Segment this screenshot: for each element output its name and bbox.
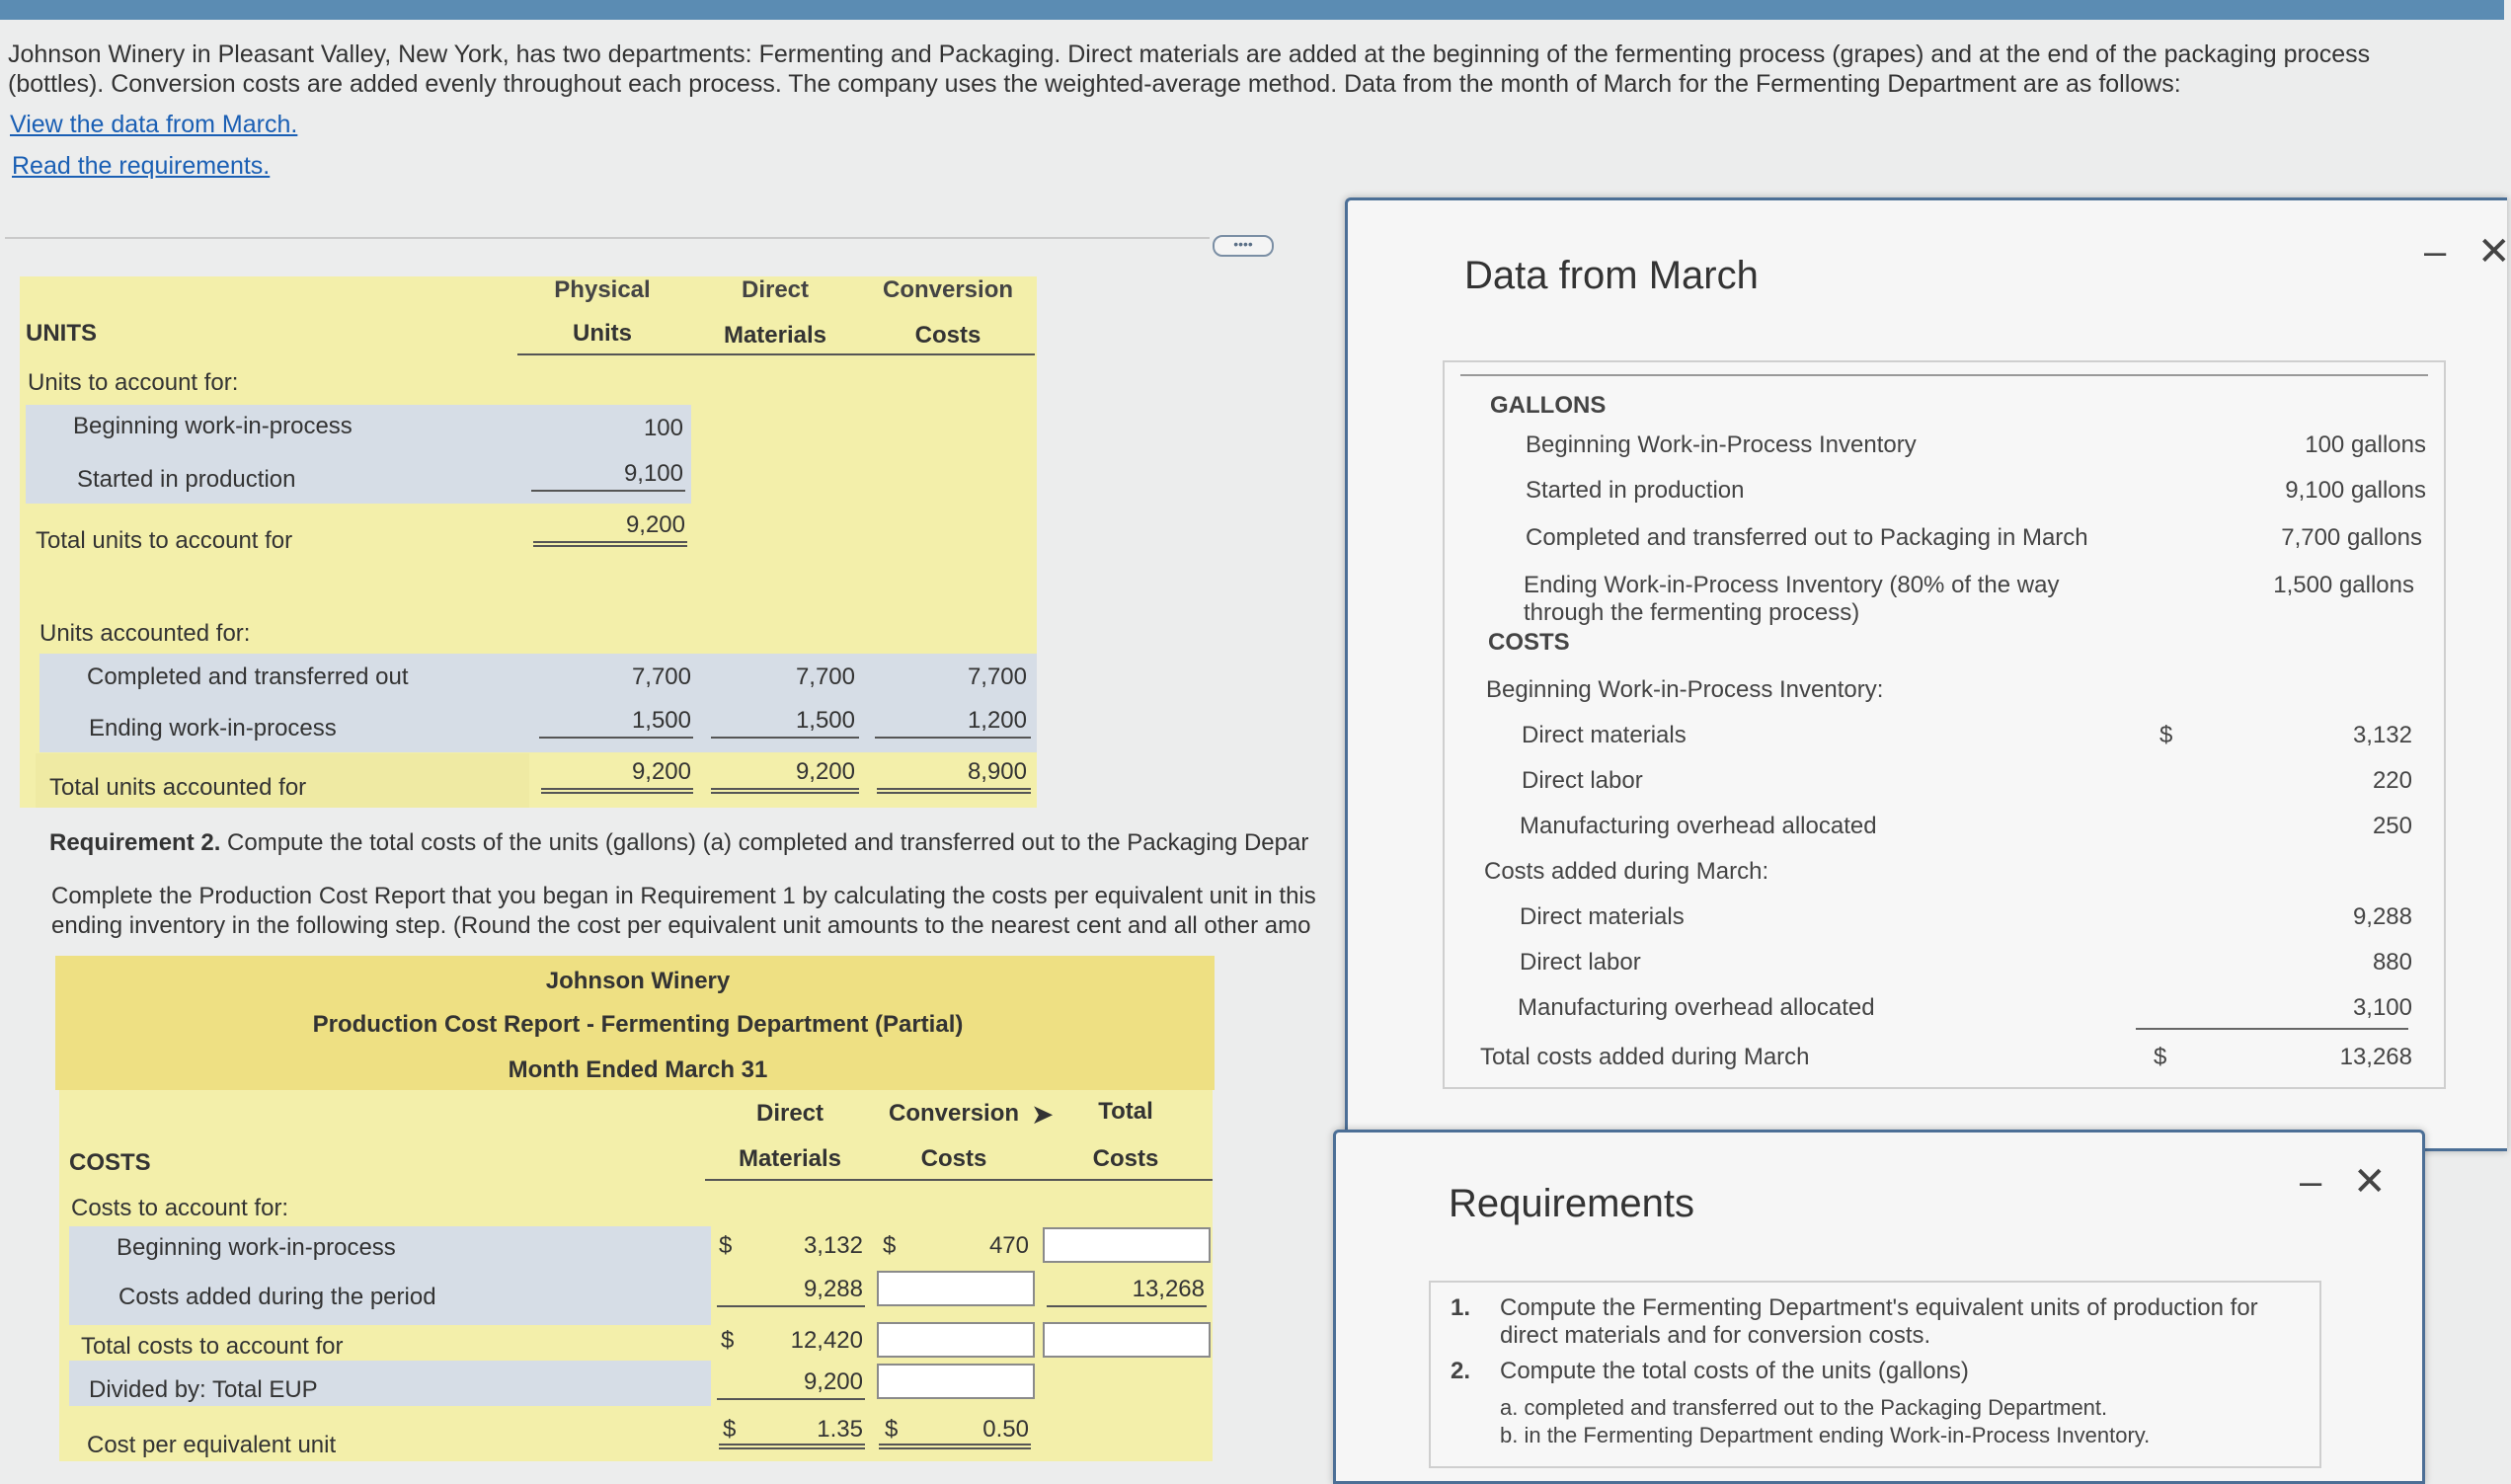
cost-row-value: 220 (2372, 767, 2412, 794)
value-dm: 3,132 (803, 1232, 863, 1259)
value-dm-eup: 9,200 (803, 1368, 863, 1395)
value-cc-per-eup: 0.50 (982, 1416, 1029, 1443)
requirement2-instruction-2: ending inventory in the following step. (Round the cost per equivalent unit amounts to the nearest cent and all other amo (51, 912, 1311, 939)
value-dm: 9,288 (803, 1276, 863, 1302)
total-to-account-label: Total units to account for (36, 527, 293, 554)
gallons-row-value: 9,100 gallons (2285, 477, 2426, 504)
requirement-sub-b: b. in the Fermenting Department ending Work-in-Process Inventory. (1500, 1423, 2151, 1447)
requirements-list (1429, 1281, 2321, 1468)
header-units: Units (573, 320, 632, 347)
header-conversion: Conversion (882, 276, 1014, 303)
value-physical-total: 9,200 (625, 511, 685, 538)
gallons-label: GALLONS (1490, 392, 1607, 419)
costs-section-label: COSTS (69, 1149, 151, 1176)
units-to-account-label: Units to account for: (28, 369, 239, 396)
header-costs: Costs (914, 322, 981, 349)
gallons-row-label: Started in production (1526, 477, 1745, 504)
value-physical: 9,100 (623, 460, 683, 487)
value-dm-total: 9,200 (795, 758, 855, 785)
value-dm: 1,500 (795, 707, 855, 734)
costs-to-account-label: Costs to account for: (71, 1195, 289, 1221)
gallons-row-value: 100 gallons (2305, 431, 2426, 458)
expand-dots-icon[interactable]: •••• (1213, 235, 1274, 257)
row-label: Beginning work-in-process (117, 1234, 396, 1261)
requirement2-instruction: Complete the Production Cost Report that you began in Requirement 1 by calculating the costs per equivalent unit in this (51, 883, 1316, 909)
gallons-row-label: Beginning Work-in-Process Inventory (1526, 431, 1917, 458)
value-cc: 7,700 (967, 664, 1027, 690)
total-accounted-label: Total units accounted for (49, 774, 307, 801)
intro-text: Johnson Winery in Pleasant Valley, New York, has two departments: Fermenting and Packaging. Direct materials are added at the beginning of the fermenting process (grapes) and at the end of the packaging process (bottles). Conversion costs are added evenly throughout each process. The company uses the weighted-average method. Data from the month of March for the Fermenting Department are as follows: (8, 40, 2371, 98)
value-cc-total: 8,900 (967, 758, 1027, 785)
total-added-label: Total costs added during March (1480, 1044, 1810, 1070)
requirements-panel (1333, 1130, 2425, 1484)
row-label: Ending work-in-process (89, 715, 337, 742)
gallons-row-value: 7,700 gallons (2281, 524, 2422, 551)
requirement-sub-a: a. completed and transferred out to the Packaging Department. (1500, 1395, 2108, 1420)
col-conversion: Conversion (889, 1100, 1020, 1127)
costs-label: COSTS (1488, 629, 1570, 656)
cost-row-value: 3,132 (2352, 722, 2412, 748)
header-physical: Physical (554, 276, 651, 303)
header-direct: Direct (741, 276, 810, 303)
mouse-cursor-icon: ➤ (1031, 1099, 1055, 1130)
value-total-added: 13,268 (1132, 1276, 1205, 1302)
minimize-icon[interactable]: – (2424, 230, 2447, 273)
dollar-sign: $ (2154, 1044, 2167, 1070)
value-physical: 7,700 (631, 664, 691, 690)
dollar-sign: $ (721, 1327, 735, 1354)
cost-row-label: Direct materials (1520, 903, 1685, 930)
dollar-sign: $ (719, 1232, 733, 1259)
total-beginning-input[interactable] (1043, 1227, 1211, 1263)
gallons-row-label: Completed and transferred out to Packaging in March (1526, 524, 2088, 551)
units-section-label: UNITS (26, 320, 97, 347)
dollar-sign: $ (883, 1232, 897, 1259)
report-period: Month Ended March 31 (508, 1056, 768, 1083)
requirement2-heading: Requirement 2. Compute the total costs of the units (gallons) (a) completed and transferred out to the Packaging Depar (49, 829, 1309, 856)
row-label: Divided by: Total EUP (89, 1376, 318, 1403)
col-costs: Costs (920, 1145, 987, 1172)
requirements-title: Requirements (1449, 1182, 1695, 1225)
report-title: Production Cost Report - Fermenting Department (Partial) (312, 1011, 964, 1038)
gallons-row-label-cont: through the fermenting process) (1524, 599, 1860, 626)
row-label: Total costs to account for (81, 1333, 344, 1360)
read-requirements-link[interactable]: Read the requirements. (12, 152, 271, 180)
close-icon[interactable]: ✕ (2353, 1160, 2387, 1204)
row-label: Started in production (77, 466, 296, 493)
value-dm: 7,700 (795, 664, 855, 690)
data-panel-title: Data from March (1464, 254, 1759, 297)
minimize-icon[interactable]: – (2300, 1160, 2322, 1204)
gallons-row-label: Ending Work-in-Process Inventory (80% of the way (1524, 572, 2060, 598)
total-costs-input[interactable] (1043, 1322, 1211, 1358)
cost-row-label: Direct materials (1522, 722, 1687, 748)
value-physical: 100 (643, 415, 683, 441)
dollar-sign: $ (2159, 722, 2173, 748)
value-physical: 1,500 (631, 707, 691, 734)
header-materials: Materials (723, 322, 827, 349)
cost-row-value: 3,100 (2352, 994, 2412, 1021)
cost-row-value: 880 (2372, 949, 2412, 976)
col-materials: Materials (738, 1145, 842, 1172)
value-cc: 470 (988, 1232, 1029, 1259)
value-cc: 1,200 (967, 707, 1027, 734)
requirement-number: 1. (1451, 1294, 1471, 1321)
report-company: Johnson Winery (545, 968, 731, 994)
cc-added-input[interactable] (877, 1271, 1035, 1306)
close-icon[interactable]: ✕ (2477, 230, 2511, 273)
costs-added-label: Costs added during March: (1484, 858, 1769, 885)
top-bar (0, 0, 2504, 20)
row-label: Beginning work-in-process (73, 413, 353, 439)
cost-row-label: Direct labor (1520, 949, 1641, 976)
col-total: Total (1098, 1098, 1153, 1125)
units-accounted-label: Units accounted for: (39, 620, 251, 647)
dollar-sign: $ (885, 1416, 899, 1443)
row-label: Cost per equivalent unit (87, 1432, 337, 1458)
data-table (1443, 360, 2446, 1089)
requirement-text: Compute the total costs of the units (gallons) (1500, 1358, 1969, 1384)
cost-row-label: Manufacturing overhead allocated (1518, 994, 1875, 1021)
data-from-march-panel (1345, 197, 2511, 1151)
cc-eup-input[interactable] (877, 1364, 1035, 1399)
beginning-wip-label: Beginning Work-in-Process Inventory: (1486, 676, 1884, 703)
cc-total-input[interactable] (877, 1322, 1035, 1358)
cost-row-value: 250 (2372, 813, 2412, 839)
divider (5, 237, 1210, 239)
gallons-row-value: 1,500 gallons (2273, 572, 2414, 598)
value-dm-total: 12,420 (790, 1327, 863, 1354)
requirement-text-cont: direct materials and for conversion costs. (1500, 1322, 1931, 1349)
col-direct: Direct (755, 1100, 824, 1127)
cost-row-value: 9,288 (2352, 903, 2412, 930)
view-data-link[interactable]: View the data from March. (10, 111, 298, 138)
cost-row-label: Manufacturing overhead allocated (1520, 813, 1877, 839)
requirement-number: 2. (1451, 1358, 1471, 1384)
row-label: Completed and transferred out (87, 664, 409, 690)
cost-row-label: Direct labor (1522, 767, 1643, 794)
row-label: Costs added during the period (118, 1284, 436, 1310)
requirement-text: Compute the Fermenting Department's equivalent units of production for (1500, 1294, 2258, 1321)
total-added-value: 13,268 (2339, 1044, 2412, 1070)
dollar-sign: $ (723, 1416, 737, 1443)
value-physical-total: 9,200 (631, 758, 691, 785)
value-dm-per-eup: 1.35 (817, 1416, 863, 1443)
col-total-costs: Costs (1092, 1145, 1159, 1172)
